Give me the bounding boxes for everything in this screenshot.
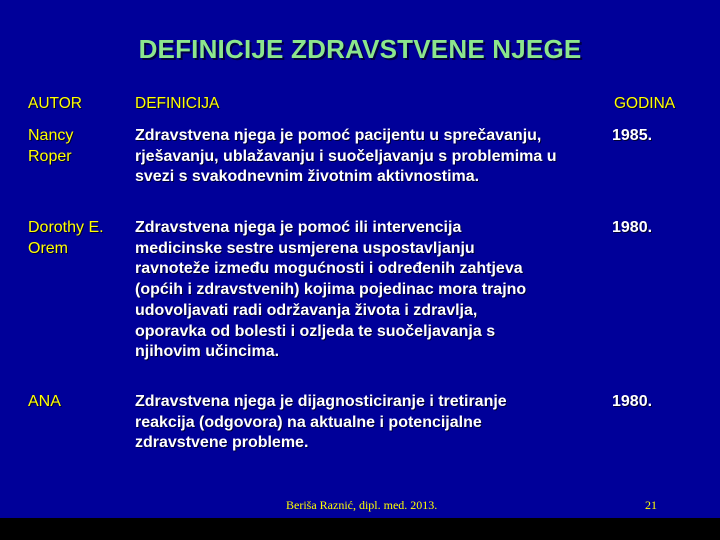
definition-line: svezi s svakodnevnim životnim aktivnostima.: [135, 168, 480, 186]
slide-title: DEFINICIJE ZDRAVSTVENE NJEGE: [138, 34, 582, 64]
definition-line: medicinske sestre usmjerena uspostavljanju: [135, 239, 475, 257]
definition-line: njihovim učincima.: [135, 343, 280, 361]
row-2-definition: [135, 218, 615, 363]
page-number: 21: [645, 498, 657, 512]
row-3-definition: [135, 392, 615, 454]
definition-line: udovoljavati radi održavanja života i zdravlja,: [135, 301, 478, 319]
row-2-year: 1980.: [612, 219, 653, 236]
definition-line: rješavanju, ublažavanju i suočeljavanju s problemima u: [135, 147, 557, 165]
definition-line: Zdravstvena njega je pomoć pacijentu u sprečavanju,: [135, 127, 542, 144]
author-line: Orem: [28, 239, 68, 257]
definition-line: Zdravstvena njega je pomoć ili intervencija: [135, 219, 462, 236]
definition-line: zdravstvene probleme.: [135, 434, 309, 452]
row-1-author: [28, 126, 73, 167]
header-author: AUTOR: [28, 95, 82, 112]
header-year: GODINA: [614, 95, 676, 112]
definition-line: oporavka od bolesti i ozljeda te suočeljavanja s: [135, 322, 496, 340]
row-3-year: 1980.: [612, 393, 653, 410]
definition-line: reakcija (odgovora) na aktualne i potencijalne: [135, 413, 482, 431]
row-2-author: [28, 218, 104, 259]
footer-note: Beriša Raznić, dipl. med. 2013.: [286, 498, 438, 512]
definition-line: (općih i zdravstvenih) kojima pojedinac mora trajno: [135, 281, 527, 299]
header-definition: DEFINICIJA: [135, 95, 220, 112]
definition-line: Zdravstvena njega je dijagnosticiranje i tretiranje: [135, 393, 507, 410]
author-line: ANA: [28, 393, 61, 410]
row-1-definition: [135, 126, 615, 188]
row-1-year: 1985.: [612, 127, 653, 144]
row-3-author: [28, 392, 61, 413]
author-line: Roper: [28, 147, 72, 165]
definition-line: ravnoteže između mogućnosti i određenih zahtjeva: [135, 260, 523, 278]
author-line: Dorothy E.: [28, 219, 104, 236]
author-line: Nancy: [28, 127, 74, 144]
